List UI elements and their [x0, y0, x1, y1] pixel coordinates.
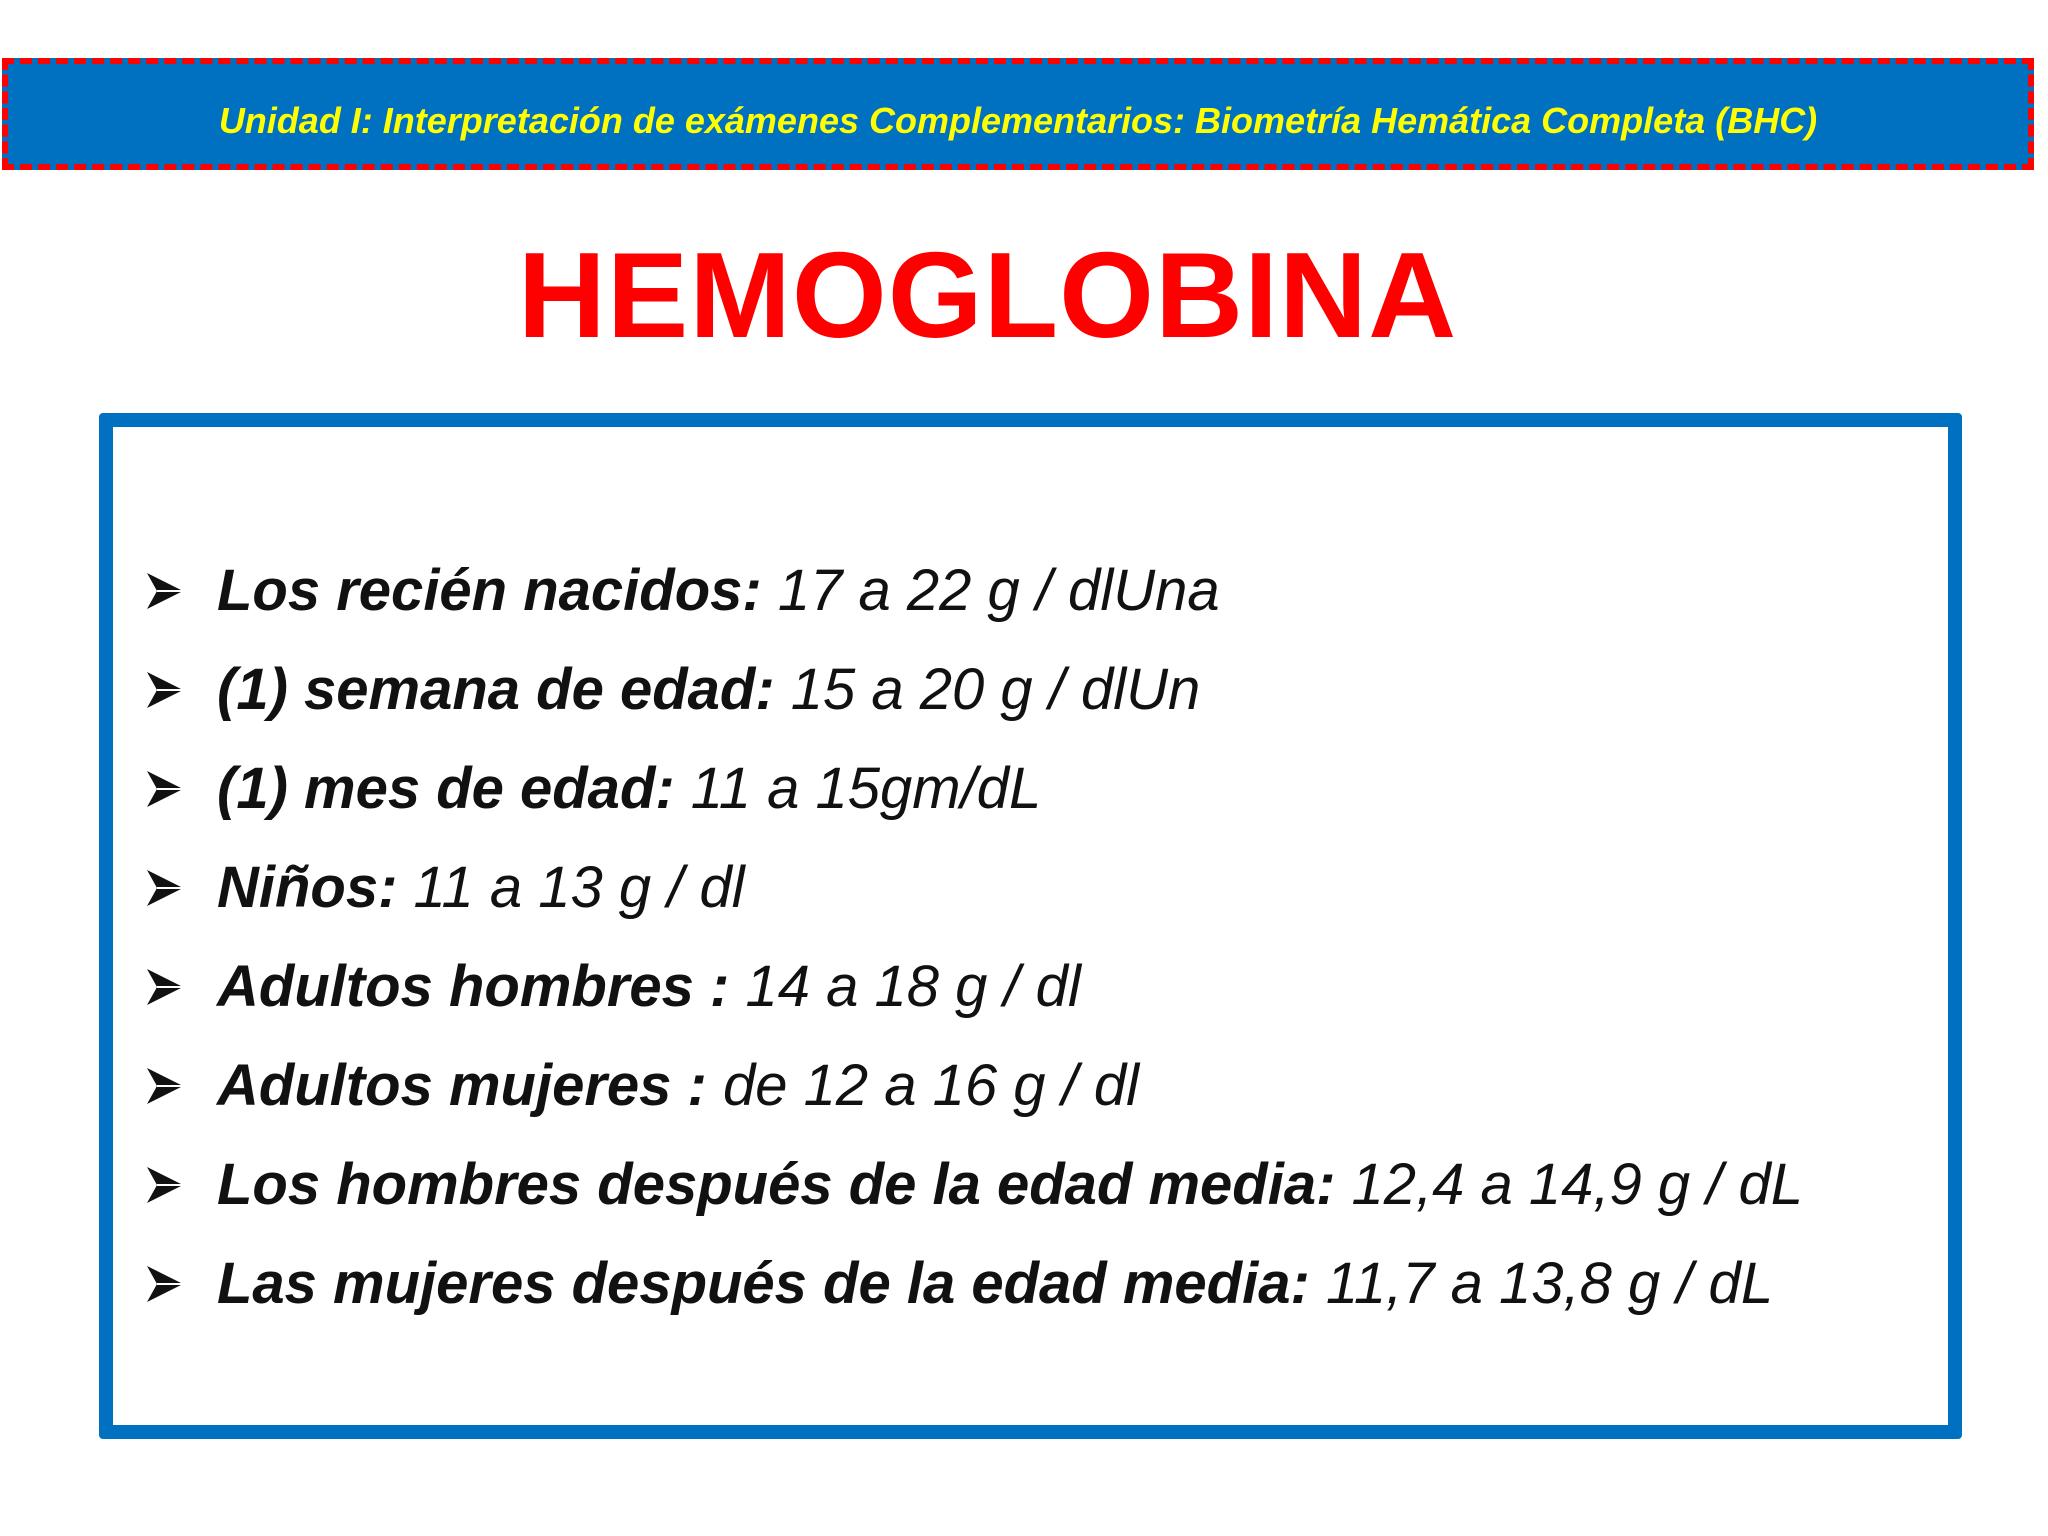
- reference-values-box: [99, 413, 1962, 1439]
- arrowhead-bullet-icon: [143, 668, 187, 712]
- list-item: [143, 541, 1803, 640]
- item-value: 12,4 a 14,9 g / dL: [1335, 1152, 1804, 1217]
- arrowhead-bullet-icon: [143, 1064, 187, 1108]
- item-label: Los recién nacidos:: [217, 558, 762, 623]
- unit-header-banner: [2, 58, 2034, 170]
- arrowhead-bullet-icon: [143, 1163, 187, 1207]
- list-item: [143, 1135, 1803, 1234]
- item-label: (1) semana de edad:: [217, 657, 775, 722]
- item-label: Los hombres después de la edad media:: [217, 1152, 1336, 1217]
- item-value: 17 a 22 g / dlUna: [761, 558, 1220, 623]
- list-item: [143, 640, 1803, 739]
- item-label: (1) mes de edad:: [217, 756, 675, 821]
- item-value: 14 a 18 g / dl: [729, 954, 1081, 1019]
- list-item: [143, 739, 1803, 838]
- list-item: [143, 1234, 1803, 1333]
- item-value: 11,7 a 13,8 g / dL: [1309, 1251, 1774, 1316]
- arrowhead-bullet-icon: [143, 569, 187, 613]
- unit-header-text: Unidad I: Interpretación de exámenes Complementarios: Biometría Hemática Completa (BHC): [218, 100, 1818, 141]
- list-item: [143, 1036, 1803, 1135]
- item-value: 11 a 13 g / dl: [397, 855, 745, 920]
- item-label: Niños:: [217, 855, 398, 920]
- arrowhead-bullet-icon: [143, 767, 187, 811]
- list-item: [143, 838, 1803, 937]
- item-label: Las mujeres después de la edad media:: [217, 1251, 1310, 1316]
- item-value: 11 a 15gm/dL: [674, 756, 1042, 821]
- arrowhead-bullet-icon: [143, 1262, 187, 1306]
- item-label: Adultos mujeres :: [217, 1053, 707, 1118]
- arrowhead-bullet-icon: [143, 965, 187, 1009]
- reference-values-list: [143, 541, 1803, 1333]
- item-value: de 12 a 16 g / dl: [706, 1053, 1139, 1118]
- page-title: HEMOGLOBINA: [517, 227, 1458, 363]
- arrowhead-bullet-icon: [143, 866, 187, 910]
- item-label: Adultos hombres :: [217, 954, 730, 1019]
- list-item: [143, 937, 1803, 1036]
- item-value: 15 a 20 g / dlUn: [774, 657, 1201, 722]
